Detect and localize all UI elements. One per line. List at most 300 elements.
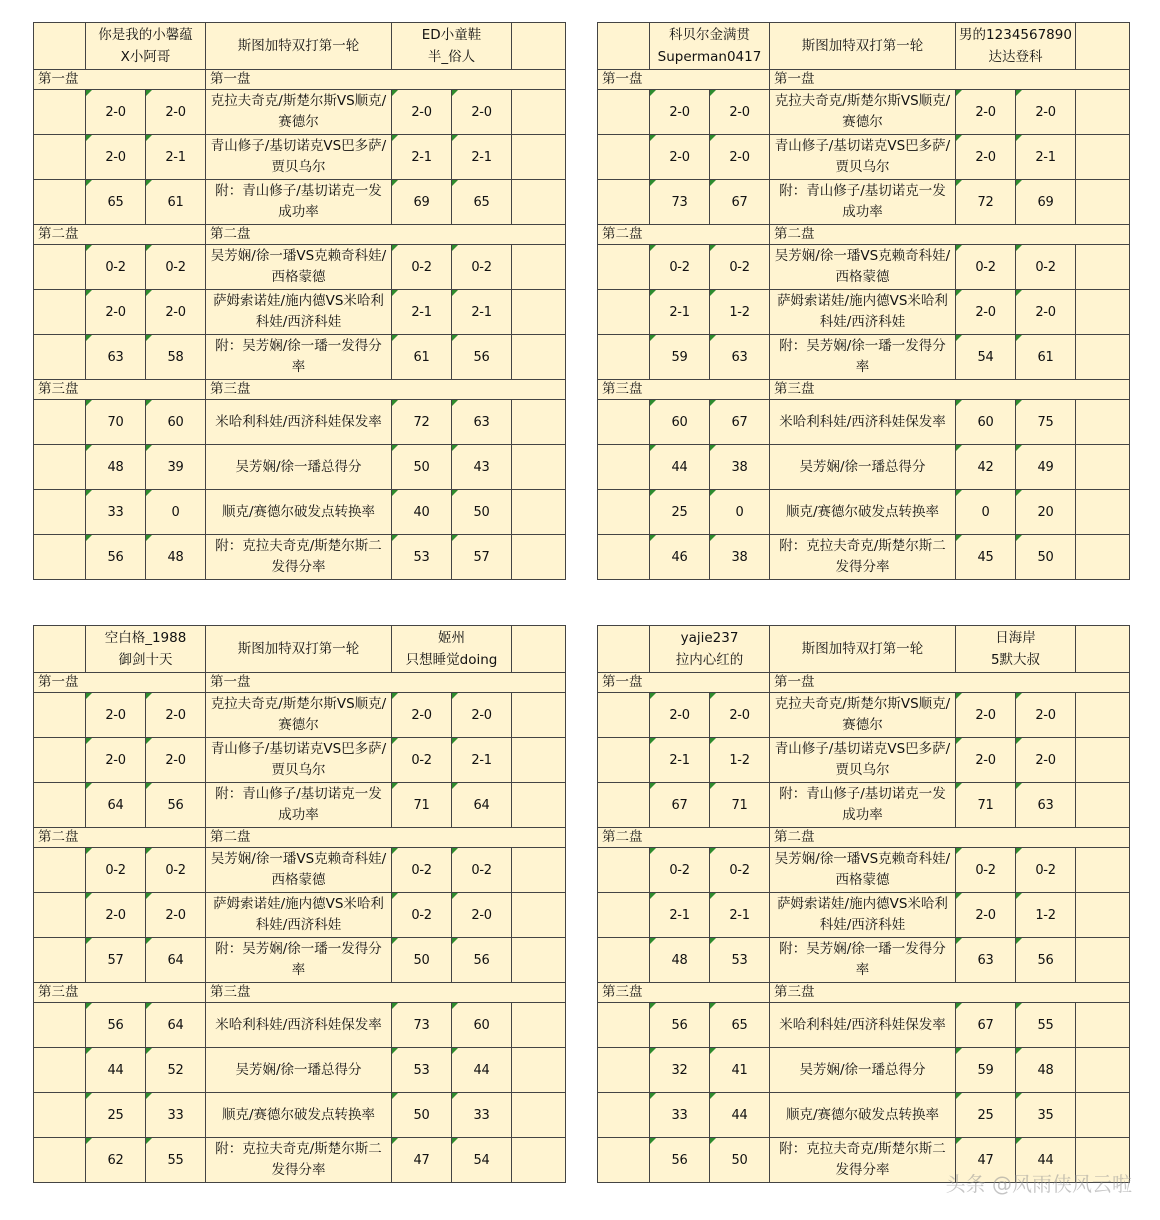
- table-row: [34, 400, 566, 445]
- prediction-value: 25: [86, 1093, 146, 1138]
- prediction-value: 50: [1016, 535, 1076, 580]
- prediction-value: 60: [650, 400, 710, 445]
- prediction-value: 0-2: [650, 245, 710, 290]
- item-description: 附：吴芳娴/徐一璠一发得分率: [206, 938, 392, 983]
- prediction-value: 60: [956, 400, 1016, 445]
- prediction-value: 0-2: [650, 848, 710, 893]
- prediction-value: 73: [392, 1003, 452, 1048]
- empty-cell: [598, 738, 650, 783]
- empty-cell: [598, 400, 650, 445]
- item-description: 米哈利科娃/西济科娃保发率: [770, 1003, 956, 1048]
- prediction-value: 2-0: [146, 893, 206, 938]
- set-label: 第二盘: [770, 225, 1130, 245]
- player-name: 姬州: [438, 630, 466, 646]
- prediction-value: 58: [146, 335, 206, 380]
- prediction-value: 0-2: [710, 848, 770, 893]
- prediction-value: 75: [1016, 400, 1076, 445]
- player-name: 达达登科: [988, 49, 1043, 65]
- empty-cell: [1076, 135, 1130, 180]
- set-header-row: [598, 70, 1130, 90]
- empty-cell: [34, 893, 86, 938]
- prediction-value: 40: [392, 490, 452, 535]
- empty-cell: [34, 848, 86, 893]
- set-header-row: [598, 983, 1130, 1003]
- set-label: 第三盘: [770, 983, 1130, 1003]
- set-header-row: [34, 828, 566, 848]
- prediction-value: 44: [452, 1048, 512, 1093]
- empty-cell: [1076, 1048, 1130, 1093]
- prediction-value: 48: [86, 445, 146, 490]
- prediction-value: 0-2: [86, 245, 146, 290]
- prediction-value: 56: [650, 1003, 710, 1048]
- prediction-value: 2-0: [956, 290, 1016, 335]
- prediction-value: 53: [392, 535, 452, 580]
- item-description: 顺克/赛德尔破发点转换率: [206, 1093, 392, 1138]
- empty-cell: [512, 1138, 566, 1183]
- prediction-value: 47: [956, 1138, 1016, 1183]
- empty-cell: [598, 445, 650, 490]
- empty-cell: [512, 626, 566, 673]
- table-row: [598, 938, 1130, 983]
- set-label: 第一盘: [34, 70, 206, 90]
- empty-cell: [512, 1003, 566, 1048]
- prediction-value: 50: [452, 490, 512, 535]
- item-description: 米哈利科娃/西济科娃保发率: [206, 400, 392, 445]
- prediction-value: 2-0: [650, 135, 710, 180]
- item-description: 附：青山修子/基切诺克一发成功率: [770, 180, 956, 225]
- empty-cell: [512, 23, 566, 70]
- prediction-value: 2-0: [86, 693, 146, 738]
- prediction-value: 33: [86, 490, 146, 535]
- empty-cell: [598, 535, 650, 580]
- empty-cell: [1076, 400, 1130, 445]
- set-header-row: [34, 673, 566, 693]
- prediction-value: 50: [710, 1138, 770, 1183]
- prediction-value: 53: [710, 938, 770, 983]
- empty-cell: [1076, 180, 1130, 225]
- prediction-value: 42: [956, 445, 1016, 490]
- empty-cell: [1076, 738, 1130, 783]
- prediction-value: 67: [650, 783, 710, 828]
- prediction-value: 25: [650, 490, 710, 535]
- item-description: 附：吴芳娴/徐一璠一发得分率: [770, 335, 956, 380]
- empty-cell: [1076, 783, 1130, 828]
- empty-cell: [598, 848, 650, 893]
- header-row: [34, 626, 566, 673]
- prediction-value: 0-2: [86, 848, 146, 893]
- empty-cell: [598, 90, 650, 135]
- prediction-value: 57: [452, 535, 512, 580]
- prediction-value: 39: [146, 445, 206, 490]
- prediction-value: 63: [710, 335, 770, 380]
- table-row: [34, 335, 566, 380]
- corner-cell: [34, 626, 86, 673]
- empty-cell: [598, 938, 650, 983]
- item-description: 吴芳娴/徐一璠VS克赖奇科娃/西格蒙德: [770, 245, 956, 290]
- prediction-value: 63: [1016, 783, 1076, 828]
- prediction-value: 2-0: [452, 693, 512, 738]
- prediction-value: 55: [1016, 1003, 1076, 1048]
- empty-cell: [34, 335, 86, 380]
- prediction-value: 33: [452, 1093, 512, 1138]
- table-row: [598, 1093, 1130, 1138]
- prediction-value: 59: [956, 1048, 1016, 1093]
- match-title: 斯图加特双打第一轮: [770, 626, 956, 673]
- player-name: 5默大叔: [990, 652, 1041, 668]
- set-label: 第二盘: [598, 828, 770, 848]
- item-description: 吴芳娴/徐一璠总得分: [770, 1048, 956, 1093]
- set-header-row: [598, 225, 1130, 245]
- prediction-value: 63: [452, 400, 512, 445]
- prediction-value: 0: [146, 490, 206, 535]
- empty-cell: [512, 90, 566, 135]
- empty-cell: [598, 1003, 650, 1048]
- prediction-value: 0-2: [956, 245, 1016, 290]
- item-description: 萨姆索诺娃/施内德VS米哈利科娃/西济科娃: [206, 893, 392, 938]
- empty-cell: [1076, 335, 1130, 380]
- item-description: 附：吴芳娴/徐一璠一发得分率: [206, 335, 392, 380]
- item-description: 吴芳娴/徐一璠总得分: [206, 445, 392, 490]
- empty-cell: [512, 535, 566, 580]
- prediction-value: 0-2: [1016, 245, 1076, 290]
- item-description: 青山修子/基切诺克VS巴多萨/贾贝乌尔: [206, 738, 392, 783]
- empty-cell: [1076, 535, 1130, 580]
- prediction-value: 69: [392, 180, 452, 225]
- prediction-value: 67: [956, 1003, 1016, 1048]
- player-name: yajie237: [680, 630, 739, 646]
- prediction-value: 62: [86, 1138, 146, 1183]
- item-description: 米哈利科娃/西济科娃保发率: [206, 1003, 392, 1048]
- empty-cell: [512, 893, 566, 938]
- prediction-value: 71: [710, 783, 770, 828]
- prediction-value: 2-0: [392, 693, 452, 738]
- empty-cell: [1076, 490, 1130, 535]
- prediction-panel: [597, 22, 1129, 580]
- prediction-value: 70: [86, 400, 146, 445]
- empty-cell: [512, 693, 566, 738]
- prediction-value: 67: [710, 180, 770, 225]
- corner-cell: [34, 23, 86, 70]
- prediction-value: 44: [86, 1048, 146, 1093]
- empty-cell: [1076, 90, 1130, 135]
- empty-cell: [598, 893, 650, 938]
- set-label: 第二盘: [598, 225, 770, 245]
- player-name: 你是我的小馨蕴: [98, 27, 193, 43]
- item-description: 附：青山修子/基切诺克一发成功率: [206, 180, 392, 225]
- prediction-value: 1-2: [1016, 893, 1076, 938]
- set-header-row: [34, 70, 566, 90]
- prediction-value: 2-0: [710, 693, 770, 738]
- player-name: 空白格_1988: [104, 630, 187, 646]
- prediction-value: 0-2: [1016, 848, 1076, 893]
- prediction-value: 54: [956, 335, 1016, 380]
- prediction-value: 48: [1016, 1048, 1076, 1093]
- player-name: 男的1234567890: [959, 27, 1072, 43]
- prediction-value: 0-2: [146, 245, 206, 290]
- prediction-value: 56: [650, 1138, 710, 1183]
- prediction-value: 33: [146, 1093, 206, 1138]
- prediction-value: 55: [146, 1138, 206, 1183]
- prediction-value: 45: [956, 535, 1016, 580]
- prediction-value: 0-2: [392, 848, 452, 893]
- prediction-value: 2-0: [86, 90, 146, 135]
- empty-cell: [34, 1138, 86, 1183]
- set-header-row: [34, 380, 566, 400]
- prediction-value: 46: [650, 535, 710, 580]
- prediction-value: 56: [452, 335, 512, 380]
- empty-cell: [34, 290, 86, 335]
- set-label: 第三盘: [770, 380, 1130, 400]
- item-description: 克拉夫奇克/斯楚尔斯VS顺克/赛德尔: [206, 693, 392, 738]
- match-title: 斯图加特双打第一轮: [206, 626, 392, 673]
- prediction-value: 0-2: [710, 245, 770, 290]
- prediction-value: 2-0: [956, 90, 1016, 135]
- prediction-value: 2-0: [452, 893, 512, 938]
- empty-cell: [598, 290, 650, 335]
- empty-cell: [512, 1048, 566, 1093]
- empty-cell: [34, 180, 86, 225]
- table-row: [598, 135, 1130, 180]
- prediction-value: 1-2: [710, 738, 770, 783]
- item-description: 顺克/赛德尔破发点转换率: [206, 490, 392, 535]
- item-description: 青山修子/基切诺克VS巴多萨/贾贝乌尔: [206, 135, 392, 180]
- item-description: 顺克/赛德尔破发点转换率: [770, 490, 956, 535]
- item-description: 附：吴芳娴/徐一璠一发得分率: [770, 938, 956, 983]
- set-header-row: [34, 983, 566, 1003]
- prediction-value: 61: [392, 335, 452, 380]
- empty-cell: [34, 693, 86, 738]
- set-label: 第三盘: [598, 983, 770, 1003]
- empty-cell: [512, 490, 566, 535]
- prediction-value: 0-2: [452, 848, 512, 893]
- empty-cell: [34, 90, 86, 135]
- prediction-value: 2-0: [956, 693, 1016, 738]
- item-description: 附：青山修子/基切诺克一发成功率: [770, 783, 956, 828]
- table-row: [598, 893, 1130, 938]
- prediction-value: 65: [86, 180, 146, 225]
- prediction-value: 50: [392, 445, 452, 490]
- prediction-value: 32: [650, 1048, 710, 1093]
- item-description: 米哈利科娃/西济科娃保发率: [770, 400, 956, 445]
- prediction-value: 0-2: [146, 848, 206, 893]
- table-row: [34, 693, 566, 738]
- right-players-cell: [956, 23, 1076, 70]
- empty-cell: [34, 135, 86, 180]
- prediction-value: 2-0: [452, 90, 512, 135]
- set-label: 第一盘: [34, 673, 206, 693]
- watermark: 头条 @风雨侠风云啦: [945, 1172, 1132, 1196]
- empty-cell: [1076, 848, 1130, 893]
- table-row: [34, 1003, 566, 1048]
- match-title: 斯图加特双打第一轮: [770, 23, 956, 70]
- table-row: [34, 445, 566, 490]
- prediction-value: 2-0: [146, 693, 206, 738]
- item-description: 顺克/赛德尔破发点转换率: [770, 1093, 956, 1138]
- player-name: 御剑十天: [118, 652, 173, 668]
- table-row: [598, 848, 1130, 893]
- prediction-value: 71: [392, 783, 452, 828]
- prediction-value: 2-0: [146, 738, 206, 783]
- empty-cell: [598, 1138, 650, 1183]
- prediction-table: [597, 625, 1130, 1183]
- empty-cell: [1076, 1093, 1130, 1138]
- item-description: 青山修子/基切诺克VS巴多萨/贾贝乌尔: [770, 135, 956, 180]
- table-row: [34, 290, 566, 335]
- empty-cell: [34, 490, 86, 535]
- header-row: [598, 626, 1130, 673]
- prediction-value: 2-0: [392, 90, 452, 135]
- prediction-value: 60: [452, 1003, 512, 1048]
- table-row: [598, 335, 1130, 380]
- item-description: 吴芳娴/徐一璠总得分: [206, 1048, 392, 1093]
- prediction-value: 2-1: [392, 290, 452, 335]
- player-name: ED小童鞋: [421, 27, 482, 43]
- prediction-value: 2-0: [650, 90, 710, 135]
- prediction-table: [597, 22, 1130, 580]
- prediction-value: 2-0: [86, 290, 146, 335]
- table-row: [34, 245, 566, 290]
- prediction-value: 57: [86, 938, 146, 983]
- prediction-value: 2-0: [146, 90, 206, 135]
- prediction-value: 65: [710, 1003, 770, 1048]
- prediction-value: 48: [146, 535, 206, 580]
- player-name: 拉内心红的: [675, 652, 744, 668]
- prediction-value: 2-0: [956, 893, 1016, 938]
- set-label: 第二盘: [206, 828, 566, 848]
- empty-cell: [512, 135, 566, 180]
- set-label: 第一盘: [770, 70, 1130, 90]
- set-header-row: [598, 828, 1130, 848]
- empty-cell: [598, 180, 650, 225]
- set-label: 第一盘: [598, 673, 770, 693]
- table-row: [598, 490, 1130, 535]
- table-row: [34, 938, 566, 983]
- left-players-cell: [650, 626, 770, 673]
- prediction-value: 71: [956, 783, 1016, 828]
- prediction-value: 33: [650, 1093, 710, 1138]
- prediction-value: 50: [392, 938, 452, 983]
- table-row: [598, 1003, 1130, 1048]
- item-description: 萨姆索诺娃/施内德VS米哈利科娃/西济科娃: [206, 290, 392, 335]
- prediction-value: 2-0: [1016, 290, 1076, 335]
- item-description: 附：克拉夫奇克/斯楚尔斯二发得分率: [770, 1138, 956, 1183]
- prediction-value: 47: [392, 1138, 452, 1183]
- prediction-value: 25: [956, 1093, 1016, 1138]
- table-row: [34, 90, 566, 135]
- empty-cell: [512, 938, 566, 983]
- prediction-value: 43: [452, 445, 512, 490]
- set-header-row: [598, 380, 1130, 400]
- empty-cell: [34, 938, 86, 983]
- prediction-value: 38: [710, 535, 770, 580]
- prediction-value: 69: [1016, 180, 1076, 225]
- empty-cell: [598, 1093, 650, 1138]
- empty-cell: [512, 1093, 566, 1138]
- set-label: 第一盘: [598, 70, 770, 90]
- set-label: 第一盘: [770, 673, 1130, 693]
- empty-cell: [34, 535, 86, 580]
- empty-cell: [512, 445, 566, 490]
- prediction-value: 60: [146, 400, 206, 445]
- item-description: 青山修子/基切诺克VS巴多萨/贾贝乌尔: [770, 738, 956, 783]
- corner-cell: [598, 626, 650, 673]
- empty-cell: [512, 783, 566, 828]
- prediction-value: 2-0: [86, 135, 146, 180]
- empty-cell: [598, 135, 650, 180]
- prediction-value: 2-1: [710, 893, 770, 938]
- left-players-cell: [86, 23, 206, 70]
- prediction-value: 0-2: [392, 893, 452, 938]
- item-description: 吴芳娴/徐一璠VS克赖奇科娃/西格蒙德: [770, 848, 956, 893]
- prediction-value: 2-0: [86, 738, 146, 783]
- set-label: 第一盘: [206, 673, 566, 693]
- left-players-cell: [650, 23, 770, 70]
- empty-cell: [34, 1003, 86, 1048]
- set-label: 第三盘: [34, 983, 206, 1003]
- set-label: 第三盘: [598, 380, 770, 400]
- table-row: [34, 1138, 566, 1183]
- table-row: [34, 1093, 566, 1138]
- set-label: 第三盘: [34, 380, 206, 400]
- prediction-value: 49: [1016, 445, 1076, 490]
- prediction-value: 73: [650, 180, 710, 225]
- right-players-cell: [392, 626, 512, 673]
- prediction-value: 2-1: [452, 135, 512, 180]
- empty-cell: [34, 400, 86, 445]
- empty-cell: [1076, 626, 1130, 673]
- empty-cell: [598, 490, 650, 535]
- prediction-value: 2-0: [146, 290, 206, 335]
- prediction-value: 0-2: [956, 848, 1016, 893]
- item-description: 吴芳娴/徐一璠VS克赖奇科娃/西格蒙德: [206, 245, 392, 290]
- prediction-value: 2-1: [452, 290, 512, 335]
- match-title: 斯图加特双打第一轮: [206, 23, 392, 70]
- prediction-value: 2-1: [650, 290, 710, 335]
- table-row: [34, 738, 566, 783]
- player-name: Superman0417: [657, 49, 762, 65]
- empty-cell: [1076, 245, 1130, 290]
- set-label: 第二盘: [206, 225, 566, 245]
- player-name: 半_俗人: [427, 49, 476, 65]
- prediction-value: 2-1: [650, 738, 710, 783]
- item-description: 附：青山修子/基切诺克一发成功率: [206, 783, 392, 828]
- prediction-value: 2-1: [1016, 135, 1076, 180]
- prediction-value: 20: [1016, 490, 1076, 535]
- empty-cell: [1076, 893, 1130, 938]
- prediction-table: [33, 625, 566, 1183]
- set-label: 第一盘: [206, 70, 566, 90]
- prediction-value: 53: [392, 1048, 452, 1093]
- table-row: [598, 738, 1130, 783]
- table-row: [34, 535, 566, 580]
- table-row: [598, 245, 1130, 290]
- prediction-value: 64: [86, 783, 146, 828]
- prediction-value: 64: [146, 1003, 206, 1048]
- empty-cell: [1076, 445, 1130, 490]
- empty-cell: [512, 335, 566, 380]
- header-row: [598, 23, 1130, 70]
- prediction-value: 2-0: [1016, 738, 1076, 783]
- prediction-panel: [33, 22, 565, 580]
- prediction-value: 2-1: [452, 738, 512, 783]
- prediction-value: 61: [1016, 335, 1076, 380]
- prediction-value: 64: [146, 938, 206, 983]
- item-description: 吴芳娴/徐一璠VS克赖奇科娃/西格蒙德: [206, 848, 392, 893]
- table-row: [598, 90, 1130, 135]
- prediction-value: 2-0: [86, 893, 146, 938]
- table-row: [34, 135, 566, 180]
- empty-cell: [598, 783, 650, 828]
